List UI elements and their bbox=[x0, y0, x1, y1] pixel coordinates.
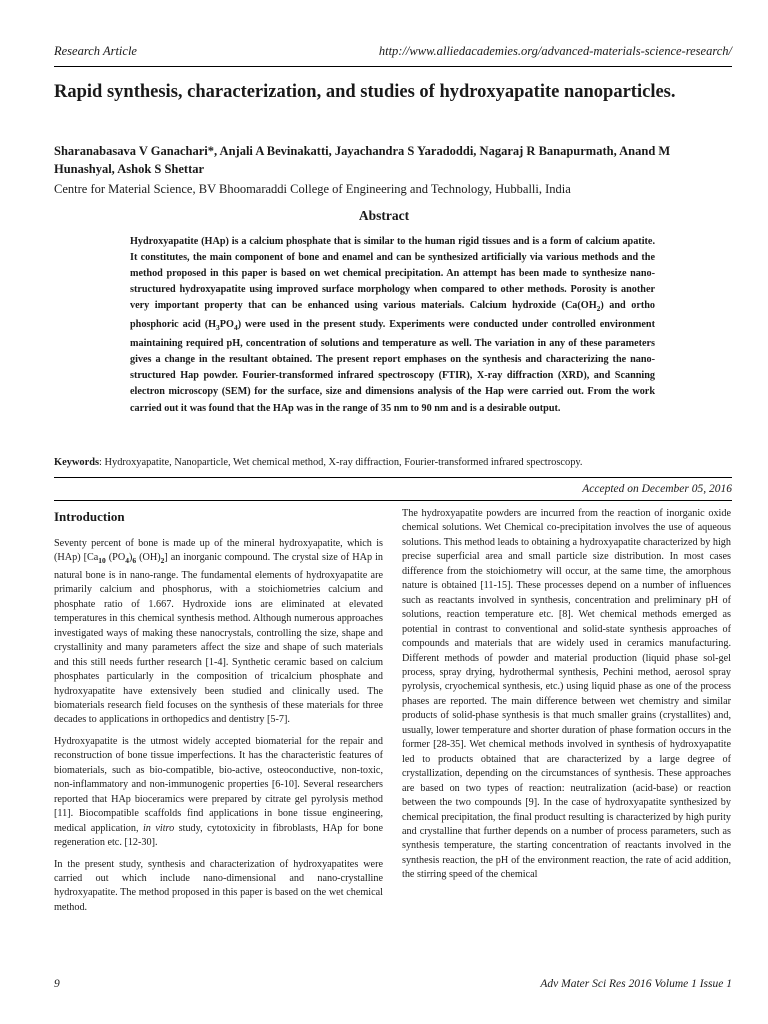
article-title: Rapid synthesis, characterization, and studies of hydroxyapatite nanoparticles. bbox=[54, 82, 676, 102]
keywords bbox=[54, 456, 724, 470]
introduction-heading: Introduction bbox=[54, 509, 125, 524]
running-header bbox=[54, 44, 732, 64]
journal-reference: Adv Mater Sci Res 2016 Volume 1 Issue 1 bbox=[540, 978, 732, 990]
intro-paragraph-1: Seventy percent of bone is made up of the mineral hydroxyapatite, which is (HAp) [$Ca_{10}$ $(PO_4)_6$ $(OH)_2$] an inorganic compound. The crystal size of HAp in natural bone is in nano-range. The fundamental elements of hydroxyapatite are primarily calcium and phosphorus, with a stoichiometries calcium and phosphate ratio of 1.667. Hydroxide ions are eliminated at elevated temperatures in this chemical synthesis method. Although numerous approaches investigated ways of making these nanocrystals, controlling the size, shape and crystallinity and many parameters affect the size and shape of such materials and this still needs further research [1-4]. Synthetic ceramic based on calcium phosphates particularly in the composition of tricalcium phosphate and hydroxyapatite have extensively been studied and clinically used. The biomaterials research field focuses on the synthesis of these materials for three decades to applications in orthopedics and dentistry [5-7]. bbox=[54, 538, 384, 726]
keywords-divider bbox=[54, 477, 732, 478]
header-divider bbox=[54, 66, 732, 67]
keywords-text: : Hydroxyapatite, Nanoparticle, Wet chemical method, X-ray diffraction, Fourier-transformed infrared spectroscopy. bbox=[99, 457, 583, 468]
author-list: Sharanabasava V Ganachari*, Anjali A Bevinakatti, Jayachandra S Yaradoddi, Nagaraj R Banapurmath, Anand M Hunashyal, Ashok S Shettar bbox=[54, 144, 671, 176]
article-type: Research Article bbox=[54, 44, 137, 58]
abstract-heading: Abstract bbox=[358, 208, 410, 223]
accepted-divider bbox=[54, 500, 732, 501]
journal-url[interactable]: http://www.alliedacademies.org/advanced-materials-science-research/ bbox=[378, 44, 732, 58]
keywords-label: Keywords bbox=[54, 457, 100, 468]
accepted-date: Accepted on December 05, 2016 bbox=[582, 483, 732, 495]
intro-paragraph-3: In the present study, synthesis and characterization of hydroxyapatites were carried out which include nano-dimensional and nano-crystalline hydroxyapatite. The method proposed in this paper is based on the wet chemical method. bbox=[54, 858, 383, 913]
abstract-text: Hydroxyapatite (HAp) is a calcium phosphate that is similar to the human rigid tissues and is a form of calcium apatite. It constitutes, the main component of bone and enamel and can be synthesized artificially via various methods and the method proposed in this paper is based on wet chemical precipitation. An attempt has been made to synthesize nano-structured hydroxyapatite using improved surface morphology when compared to other methods. Porosity is another very important property that can be enhanced using various materials. Calcium hydroxide ($Ca(OH_2)$ and ortho phosphoric acid $(H_3PO_4)$ were used in the present study. Experiments were conducted under controlled environment maintaining required pH, concentration of solutions and temperature as well. The variation in any of these parameters gives a change in the resultant obtained. The present report emphases on the synthesis and characterizing the nano-structured Hap powder. Fourier-transformed infrared spectroscopy (FTIR), X-ray diffraction (XRD), and Scanning electron microscopy (SEM) for the surface, size and dimensions analysis of the Hap were carried out. From the work carried out it was found that the HAp was in the range of 35 nm to 90 nm and is a desirable output. bbox=[130, 236, 655, 414]
body-column-right bbox=[402, 507, 731, 883]
intro-paragraph-4: The hydroxyapatite powders are incurred from the reaction of inorganic oxide chemical solutions. Wet Chemical co-precipitation involves the use of aqueous solutions. This method leads to obtaining a hydroxyapatite characterized by high precise superficial area and small particle size distribution. In most cases difference from the stoichiometry will occur, at the same time, the amorphous nature is obtained [11-15]. These processes depend on a number of influences such as reactants involved in synthesis, concentration and preliminary pH of solutions, reaction temperature etc. [8]. Wet chemical methods emerged as potential in contrast to conventional and solid-state synthesis approaches of compounds and materials that are widely used in ceramics manufacturing. Different methods of powder and material production (liquid phase sol-gel process, spray drying, hydrothermal synthesis, Pechini method, aerosol spray pyrolysis, cryochemical synthesis, etc.) using liquid phase as one of the process phases are reported. The main difference between wet chemistry and similar products of solid-phase synthesis is that much smaller grains (crystallites) and, usually, lower temperature and shorter duration of phase formation occurs in the former [28-35]. Wet chemical methods involved in synthesis of hydroxyapatite led to products obtained that are characterized by a large degree of crystallization, depending on the circumstances of synthesis. These approaches are based on two types of reaction: neutralization (acid-base) or reaction between the two compounds [9]. In the case of hydroxyapatite synthesized by chemical precipitation, the final product resulting is characterized by high purity and crystalline that further depends on a number of process parameters, such as synthesis temperature, the starting concentration of reactants involved in the synthesis reaction, the pH of the environment reaction, the rate of acid addition, the stirring speed of the chemical bbox=[402, 508, 731, 881]
intro-paragraph-2: Hydroxyapatite is the utmost widely accepted biomaterial for the repair and reconstruction of bone tissue imperfections. It has the characteristic features of biomaterials, such as bio-compatible, bio-active, osteoconductive, non-toxic, non-inflammatory and non-immunogenic properties [6-10]. Several researchers reported that HAp bioceramics were prepared by citrate gel pyrolysis method [11]. Biocompatible scaffolds find applications in bone tissue engineering, medical application, in vitro study, cytotoxicity in fibroblasts, HAp for bone regeneration etc. [12-30]. bbox=[54, 735, 383, 849]
page-footer bbox=[54, 978, 732, 994]
body-column-left bbox=[54, 507, 383, 922]
page-number: 9 bbox=[54, 978, 60, 990]
author-affiliation: Centre for Material Science, BV Bhoomaraddi College of Engineering and Technology, Hubballi, India bbox=[54, 182, 571, 196]
